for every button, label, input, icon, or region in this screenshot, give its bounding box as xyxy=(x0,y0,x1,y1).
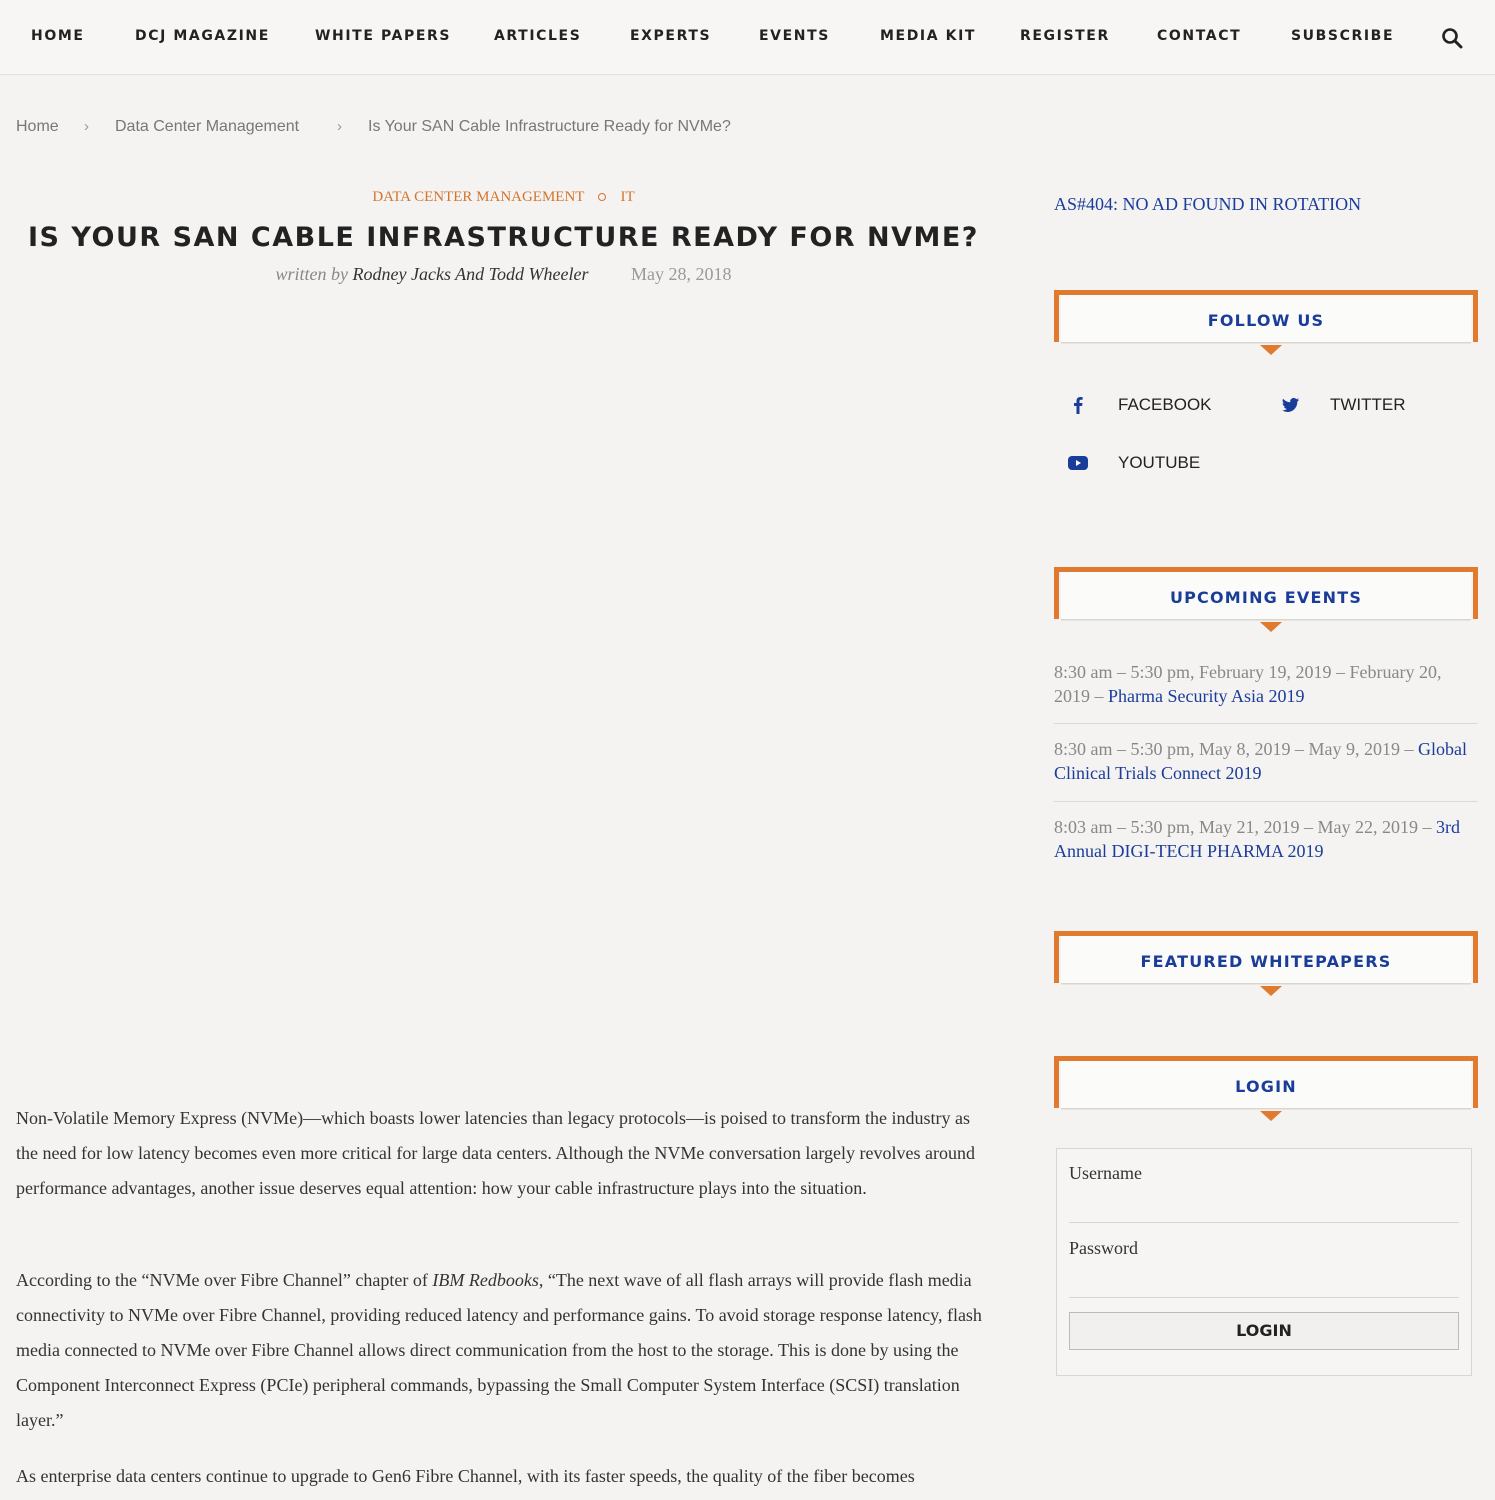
breadcrumb-category[interactable]: Data Center Management xyxy=(115,118,300,135)
search-icon[interactable] xyxy=(1441,27,1463,49)
chevron-right-icon: › xyxy=(337,118,342,135)
article-meta xyxy=(0,264,1007,285)
article-paragraph: Non-Volatile Memory Express (NVMe)—which boasts lower latencies than legacy protocols—is poised to transform the industry as the need for low latency becomes even more critical for large data centers. Although the NVMe conversation largely revolves around performance advantages, another issue deserves equal attention: how your cable infrastructure plays into the situation. xyxy=(16,1108,975,1198)
nav-register[interactable]: REGISTER xyxy=(1020,28,1110,44)
nav-media-kit[interactable]: MEDIA KIT xyxy=(880,28,977,44)
article-author[interactable]: Rodney Jacks And Todd Wheeler xyxy=(352,264,589,284)
username-field[interactable] xyxy=(1069,1187,1459,1223)
social-facebook[interactable]: FACEBOOK xyxy=(1066,395,1246,419)
divider xyxy=(1054,723,1478,724)
twitter-icon xyxy=(1278,393,1302,417)
top-navigation xyxy=(0,0,1495,75)
nav-events[interactable]: EVENTS xyxy=(759,28,830,44)
event-item: 8:03 am – 5:30 pm, May 21, 2019 – May 22, 2019 – 3rd Annual DIGI-TECH PHARMA 2019 xyxy=(1054,817,1460,861)
ad-placeholder[interactable]: AS#404: NO AD FOUND IN ROTATION xyxy=(1054,194,1362,214)
widget-arrow-icon xyxy=(1260,622,1282,632)
breadcrumb-current: Is Your SAN Cable Infrastructure Ready for NVMe? xyxy=(368,118,731,135)
social-twitter[interactable]: TWITTER xyxy=(1278,395,1458,419)
youtube-icon xyxy=(1066,451,1090,475)
facebook-icon xyxy=(1066,393,1090,417)
password-label: Password xyxy=(1069,1238,1139,1258)
social-youtube[interactable]: YOUTUBE xyxy=(1066,453,1246,477)
event-link[interactable]: 3rd Annual DIGI-TECH PHARMA 2019 xyxy=(1054,817,1460,861)
nav-subscribe[interactable]: SUBSCRIBE xyxy=(1291,28,1395,44)
nav-home[interactable]: HOME xyxy=(31,28,85,44)
article-title: IS YOUR SAN CABLE INFRASTRUCTURE READY FOR NVME? xyxy=(28,222,979,253)
article-date: May 28, 2018 xyxy=(630,264,732,284)
nav-dcj-magazine[interactable]: DCJ MAGAZINE xyxy=(135,28,270,44)
nav-experts[interactable]: EXPERTS xyxy=(630,28,712,44)
dot-separator-icon xyxy=(598,193,606,201)
article-paragraph: As enterprise data centers continue to upgrade to Gen6 Fibre Channel, with its faster speeds, the quality of the fiber becomes xyxy=(16,1466,915,1486)
divider xyxy=(1054,801,1478,802)
password-field[interactable] xyxy=(1069,1262,1459,1298)
widget-arrow-icon xyxy=(1260,345,1282,355)
event-link[interactable]: Pharma Security Asia 2019 xyxy=(1108,686,1305,706)
login-button[interactable]: LOGIN xyxy=(1069,1312,1459,1350)
book-title: IBM Redbooks xyxy=(432,1270,539,1290)
follow-us-widget-title: FOLLOW US xyxy=(1054,290,1478,342)
upcoming-events-widget-title: UPCOMING EVENTS xyxy=(1054,567,1478,619)
category-link[interactable]: IT xyxy=(620,189,635,205)
featured-whitepapers-widget-title: FEATURED WHITEPAPERS xyxy=(1054,931,1478,983)
widget-arrow-icon xyxy=(1260,1111,1282,1121)
nav-white-papers[interactable]: WHITE PAPERS xyxy=(315,28,452,44)
category-link[interactable]: DATA CENTER MANAGEMENT xyxy=(372,189,585,205)
login-widget-title: LOGIN xyxy=(1054,1056,1478,1108)
article-paragraph: According to the “NVMe over Fibre Channel” chapter of IBM Redbooks, “The next wave of all flash arrays will provide flash media connectivity to NVMe over Fibre Channel, providing reduced latency and performance gains. To avoid storage response latency, flash media connected to NVMe over Fibre Channel allows direct communication from the host to the storage. This is done by using the Component Interconnect Express (PCIe) peripheral commands, bypassing the Small Computer System Interface (SCSI) translation layer.” xyxy=(16,1270,982,1430)
event-item: 8:30 am – 5:30 pm, May 8, 2019 – May 9, 2019 – Global Clinical Trials Connect 2019 xyxy=(1054,739,1467,783)
written-by-label: written by xyxy=(275,264,349,284)
breadcrumb-home[interactable]: Home xyxy=(16,118,59,135)
article-categories xyxy=(0,189,1007,206)
widget-arrow-icon xyxy=(1260,986,1282,996)
event-link[interactable]: Global Clinical Trials Connect 2019 xyxy=(1054,739,1467,783)
username-label: Username xyxy=(1069,1163,1142,1183)
chevron-right-icon: › xyxy=(84,118,89,135)
nav-contact[interactable]: CONTACT xyxy=(1157,28,1242,44)
event-item: 8:30 am – 5:30 pm, February 19, 2019 – February 20, 2019 – Pharma Security Asia 2019 xyxy=(1054,662,1442,706)
nav-articles[interactable]: ARTICLES xyxy=(494,28,582,44)
